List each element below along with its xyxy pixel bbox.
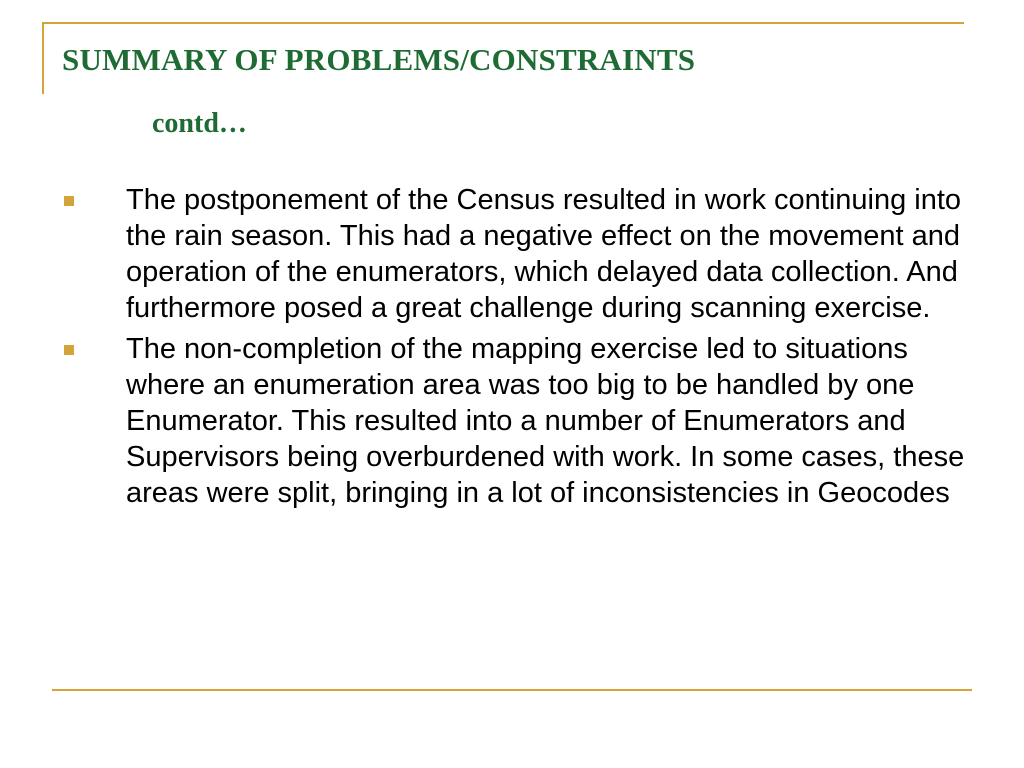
bottom-rule bbox=[52, 689, 972, 691]
title-left-rule bbox=[42, 22, 44, 94]
bullet-text: The non-completion of the mapping exercise led to situations where an enumeration area was too big to be handled by one Enumerator. This resulted into a number of Enumerators and Supervisors being overburdened with work. In some cases, these areas were split, bringing in a lot of inconsistencies in Geocodes bbox=[126, 333, 965, 509]
title-top-rule bbox=[42, 22, 964, 24]
bullet-list bbox=[62, 182, 967, 516]
square-bullet-icon bbox=[64, 345, 74, 355]
square-bullet-icon bbox=[64, 196, 74, 206]
bullet-item bbox=[62, 331, 967, 511]
bullet-text: The postponement of the Census resulted in work continuing into the rain season. This had a negative effect on the movement and operation of the enumerators, which delayed data collection. And furthermore posed a great challenge during scanning exercise. bbox=[126, 184, 962, 324]
bullet-item bbox=[62, 182, 967, 326]
slide-title: SUMMARY OF PROBLEMS/CONSTRAINTS bbox=[62, 42, 696, 77]
slide-subtitle: contd… bbox=[152, 108, 247, 139]
